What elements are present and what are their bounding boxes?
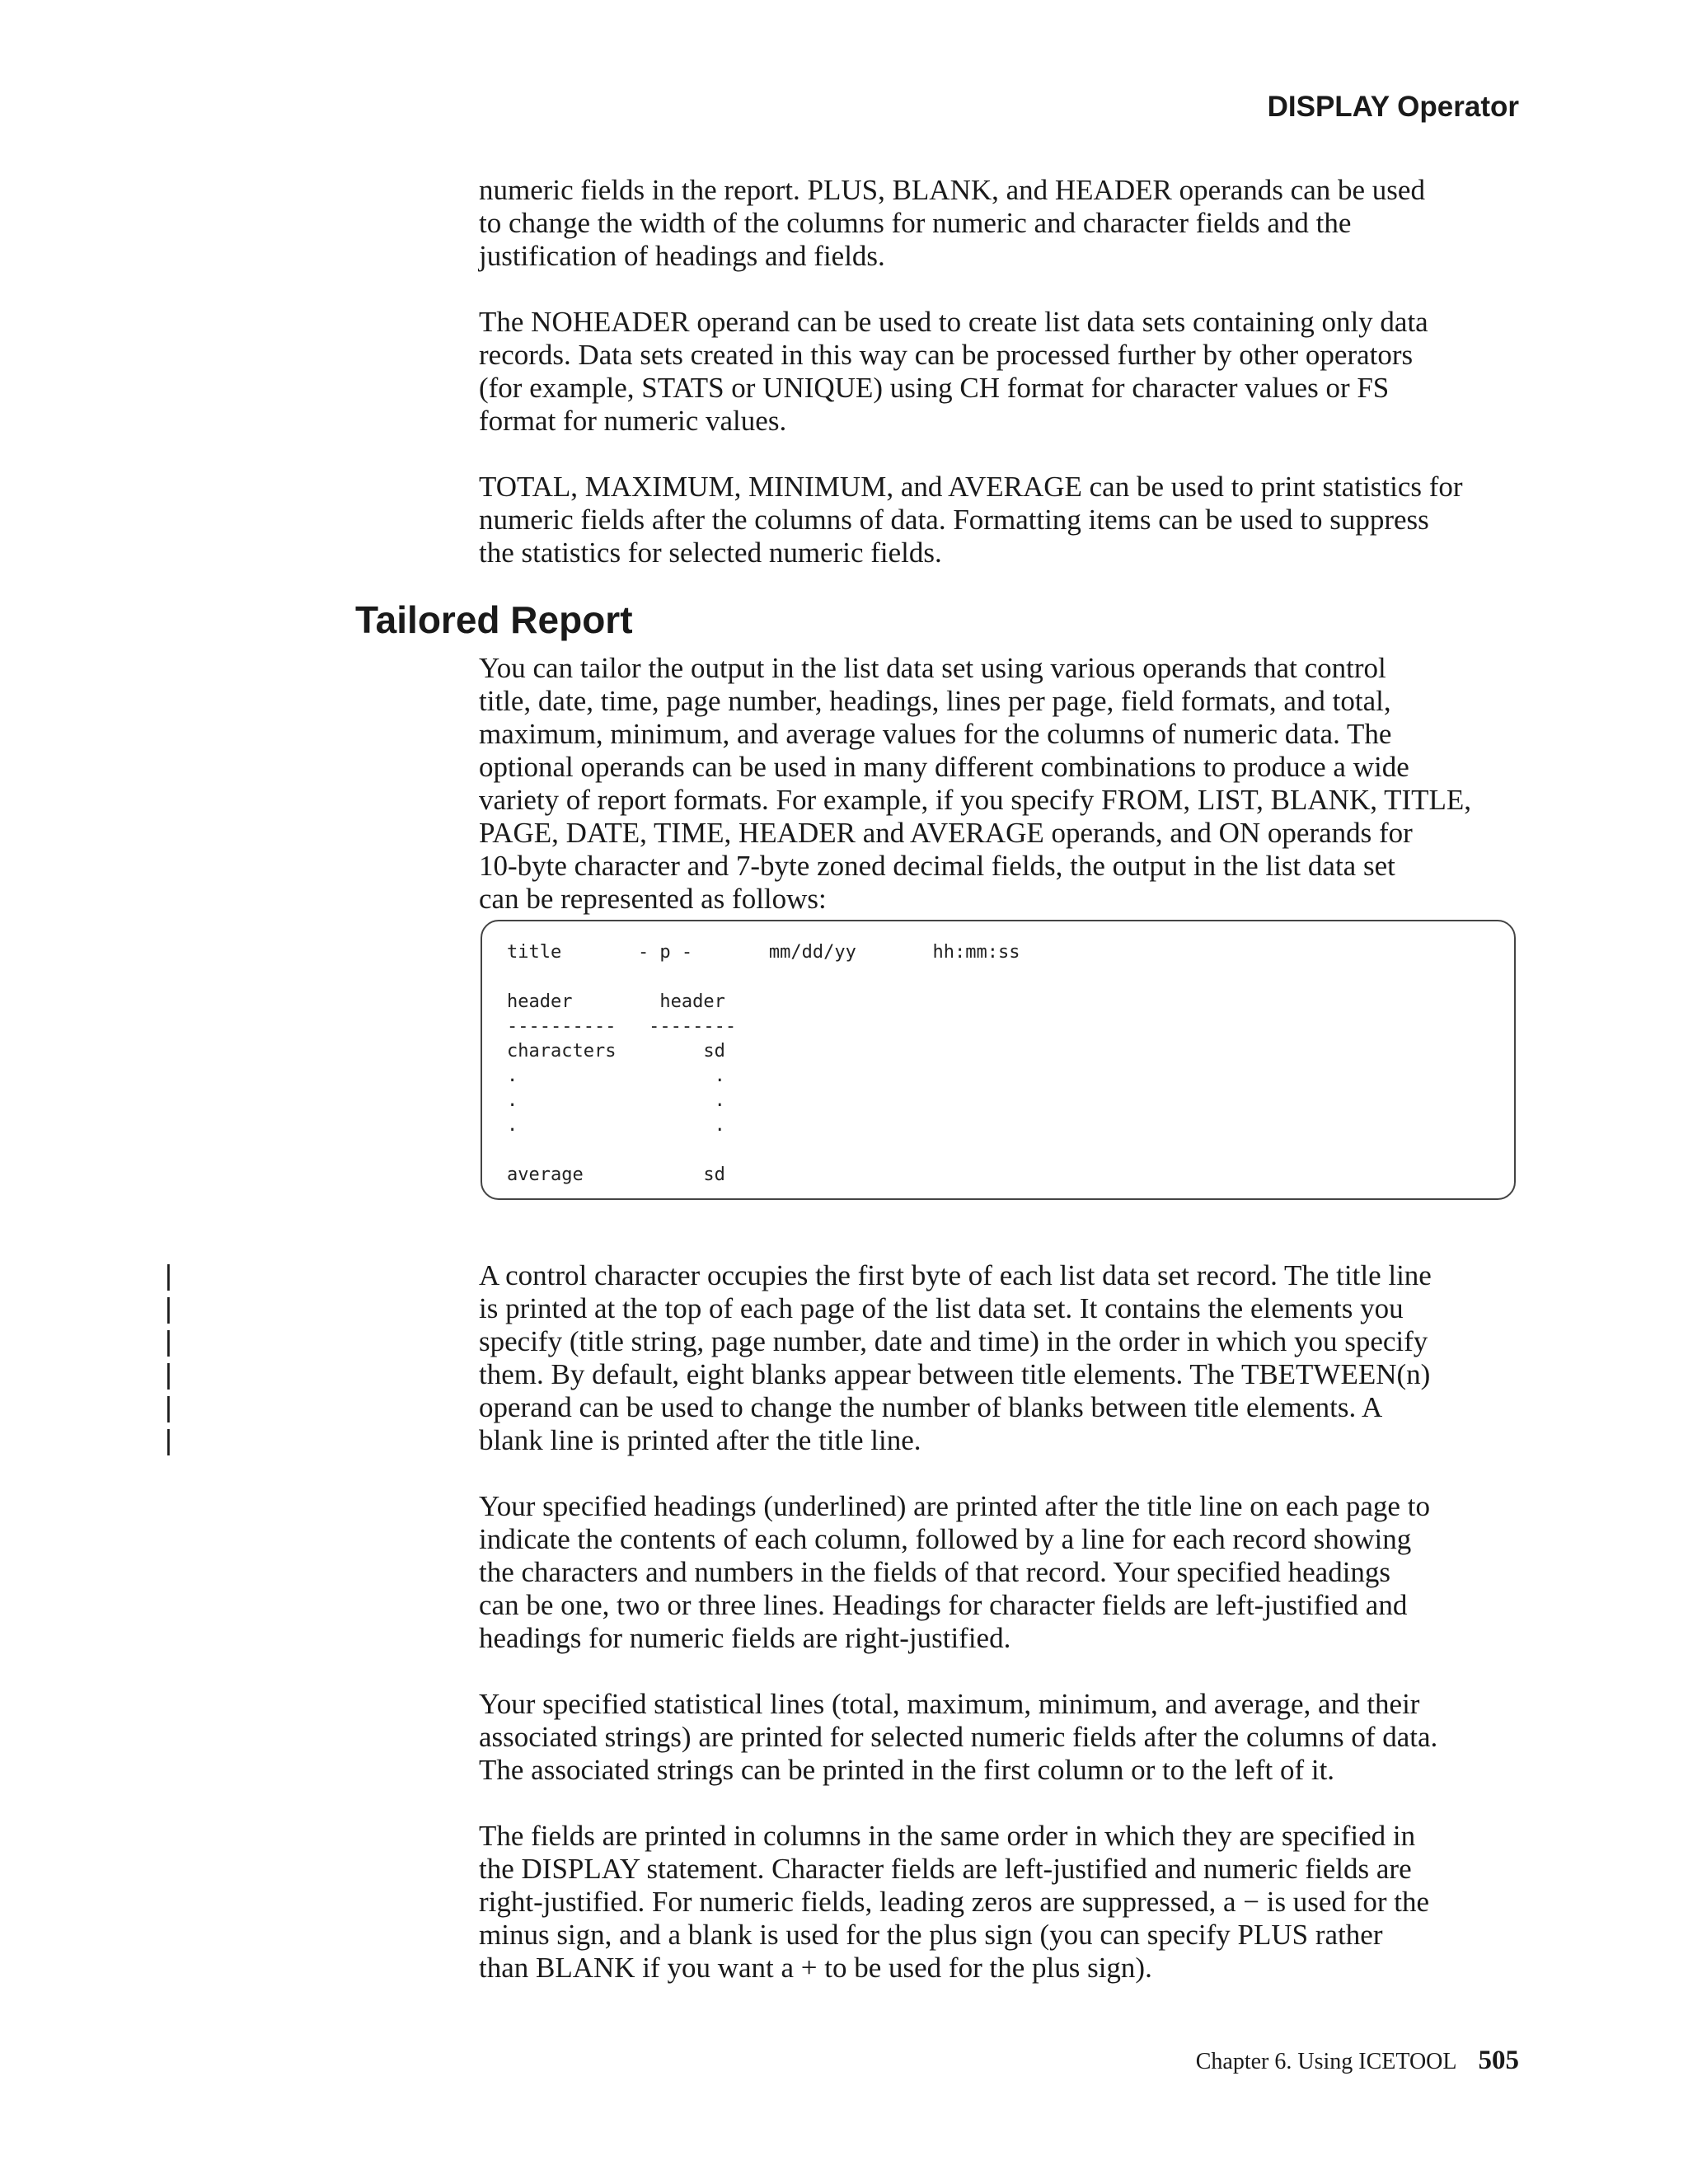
text-line: maximum, minimum, and average values for the columns of numeric data. The	[479, 718, 1392, 750]
text-line: optional operands can be used in many different combinations to produce a wide	[479, 751, 1409, 783]
text-line: specify (title string, page number, date and time) in the order in which you specify	[479, 1325, 1428, 1357]
text-line: title, date, time, page number, headings, lines per page, field formats, and total,	[479, 685, 1391, 717]
body-paragraph-4	[479, 1820, 1534, 1985]
text-line: numeric fields in the report. PLUS, BLANK, and HEADER operands can be used	[479, 174, 1425, 206]
text-line: the statistics for selected numeric fields.	[479, 537, 942, 569]
text-line: The fields are printed in columns in the same order in which they are specified in	[479, 1820, 1416, 1852]
text-line: right-justified. For numeric fields, leading zeros are suppressed, a − is used for the	[479, 1886, 1430, 1918]
intro-paragraph-3	[479, 471, 1534, 569]
text-line: minus sign, and a blank is used for the plus sign (you can specify PLUS rather	[479, 1919, 1383, 1951]
text-line: Your specified statistical lines (total, maximum, minimum, and average, and their	[479, 1688, 1420, 1720]
change-bar: |	[165, 1293, 172, 1324]
section-lead-paragraph	[479, 652, 1534, 916]
change-bar: |	[165, 1392, 172, 1423]
text-line: headings for numeric fields are right-justified.	[479, 1622, 1011, 1654]
running-header-title: DISPLAY Operator	[1267, 91, 1519, 123]
section-heading: Tailored Report	[355, 598, 633, 641]
revision-change-bars	[165, 1259, 172, 1457]
example-output-box	[481, 920, 1516, 1200]
change-bar: |	[165, 1260, 172, 1291]
text-line: can be represented as follows:	[479, 883, 827, 915]
text-line: TOTAL, MAXIMUM, MINIMUM, and AVERAGE can be used to print statistics for	[479, 471, 1463, 503]
text-line: PAGE, DATE, TIME, HEADER and AVERAGE operands, and ON operands for	[479, 817, 1413, 849]
text-line: You can tailor the output in the list data set using various operands that control	[479, 652, 1386, 684]
text-line: justification of headings and fields.	[479, 240, 885, 272]
footer-chapter-title: Chapter 6. Using ICETOOL	[1195, 2049, 1457, 2074]
text-line: associated strings) are printed for selected numeric fields after the columns of data.	[479, 1721, 1438, 1753]
text-line: operand can be used to change the number of blanks between title elements. A	[479, 1391, 1383, 1423]
text-line: The associated strings can be printed in the first column or to the left of it.	[479, 1754, 1335, 1786]
text-line: the DISPLAY statement. Character fields are left-justified and numeric fields are	[479, 1853, 1412, 1885]
example-output-text: title - p - mm/dd/yy hh:mm:ss header header ---------- -------- characters sd . . . . . . average sd	[507, 942, 1020, 1185]
text-line: format for numeric values.	[479, 405, 787, 437]
text-line: is printed at the top of each page of the list data set. It contains the elements you	[479, 1292, 1404, 1324]
text-line: The NOHEADER operand can be used to create list data sets containing only data	[479, 306, 1428, 338]
text-line: them. By default, eight blanks appear between title elements. The TBETWEEN(n)	[479, 1358, 1431, 1390]
body-paragraph-1	[479, 1259, 1534, 1457]
text-line: than BLANK if you want a + to be used for the plus sign).	[479, 1952, 1152, 1984]
page-footer	[1196, 2046, 1519, 2076]
text-line: records. Data sets created in this way can be processed further by other operators	[479, 339, 1414, 371]
text-line: variety of report formats. For example, if you specify FROM, LIST, BLANK, TITLE,	[479, 784, 1472, 816]
body-paragraph-3	[479, 1688, 1534, 1787]
intro-paragraph-2	[479, 306, 1534, 438]
change-bar: |	[165, 1326, 172, 1357]
text-line: A control character occupies the first byte of each list data set record. The title line	[479, 1259, 1432, 1291]
text-line: indicate the contents of each column, followed by a line for each record showing	[479, 1523, 1412, 1555]
text-line: 10-byte character and 7-byte zoned decimal fields, the output in the list data set	[479, 850, 1395, 882]
page-number: 505	[1478, 2046, 1519, 2075]
body-paragraph-2	[479, 1490, 1534, 1655]
text-line: to change the width of the columns for numeric and character fields and the	[479, 207, 1352, 239]
text-line: blank line is printed after the title line.	[479, 1424, 921, 1456]
intro-paragraph-1	[479, 174, 1534, 273]
text-line: can be one, two or three lines. Headings for character fields are left-justified and	[479, 1589, 1408, 1621]
text-line: numeric fields after the columns of data. Formatting items can be used to suppress	[479, 504, 1429, 536]
change-bar: |	[165, 1425, 172, 1456]
text-line: the characters and numbers in the fields of that record. Your specified headings	[479, 1556, 1391, 1588]
change-bar: |	[165, 1359, 172, 1390]
text-line: (for example, STATS or UNIQUE) using CH format for character values or FS	[479, 372, 1390, 404]
text-line: Your specified headings (underlined) are printed after the title line on each page to	[479, 1490, 1430, 1522]
